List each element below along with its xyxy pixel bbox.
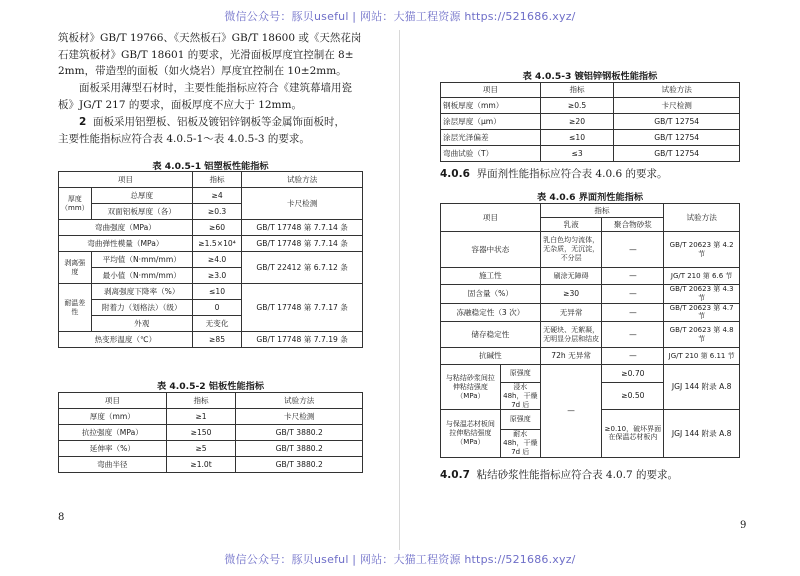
table-row: 涂层光泽偏差 ≤10 GB/T 12754 (441, 130, 740, 146)
col-header-method: 试验方法 (236, 393, 363, 409)
table3-caption: 表 4.0.5-3 镀铝锌钢板性能指标 (522, 71, 658, 82)
table-row: 固含量（%） ≥30 — GB/T 20623 第 4.3 节 (441, 285, 740, 304)
watermark-bottom: 微信公众号：豚贝useful | 网站：大猫工程资源 https://521686.xyz/ (224, 553, 576, 566)
col-header-emulsion: 乳液 (540, 218, 602, 232)
table-row: 延伸率（%） ≥5 GB/T 3880.2 (59, 441, 363, 457)
col-header-item: 项目 (441, 204, 541, 232)
paragraph-thin-stone: 面板采用薄型石材时，主要性能指标应符合《建筑幕墙用瓷 板》JG/T 217 的要求，面板厚度不应大于 12mm。 (58, 82, 352, 111)
section-4-0-7: 4.0.7 粘结砂浆性能指标应符合表 4.0.7 的要求。 (440, 469, 678, 481)
table-row: 抗拉强度（MPa） ≥150 GB/T 3880.2 (59, 425, 363, 441)
col-header-powder: 聚合物砂浆 (602, 218, 664, 232)
table-row: 浸水 48h，干燥 7d 后 ≥0.50 (441, 383, 740, 410)
table-row: 与粘结砂浆间拉伸粘结强度（MPa） 原强度 — ≥0.70 JGJ 144 附录 A.8 (441, 365, 740, 383)
table2-caption: 表 4.0.5-2 铝板性能指标 (156, 381, 265, 392)
row-label: 平均值（N·mm/mm） (91, 252, 192, 268)
table-row: 厚度（mm） ≥1 卡尺检测 (59, 409, 363, 425)
row-label: 弯曲强度（MPa） (59, 220, 193, 236)
col-header-method: 试验方法 (614, 83, 740, 98)
cell-method: GB/T 17748 第 7.7.17 条 (242, 284, 363, 332)
item-number: 2 (79, 116, 87, 128)
row-label: 总厚度 (91, 188, 192, 204)
table-aluminium-plastic (58, 171, 363, 348)
table-row: 抗碱性 72h 无异常 — JG/T 210 第 6.11 节 (441, 348, 740, 365)
row-label: 双面铝板厚度（各） (91, 204, 192, 220)
col-header-item: 项目 (441, 83, 541, 98)
cell-method: GB/T 17748 第 7.7.19 条 (242, 332, 363, 348)
cell-method: GB/T 17748 第 7.7.14 条 (242, 220, 363, 236)
cell-value: ≥60 (192, 220, 242, 236)
row-label: 弯曲弹性模量（MPa） (59, 236, 193, 252)
cell-method: GB/T 22412 第 6.7.12 条 (242, 252, 363, 284)
cell-value: ≤10 (192, 284, 242, 300)
watermark-top: 微信公众号：豚贝useful | 网站：大猫工程资源 https://521686.xyz/ (224, 10, 576, 23)
cell-value: ≥0.3 (192, 204, 242, 220)
table-row: 弯曲半径 ≥1.0t GB/T 3880.2 (59, 457, 363, 473)
col-header-item: 项目 (59, 172, 193, 188)
table-interface-agent (440, 203, 740, 458)
cell-value: ≥85 (192, 332, 242, 348)
col-header-index: 指标 (166, 393, 236, 409)
cell-value: ≥1.5×10⁴ (192, 236, 242, 252)
section-number: 4.0.6 (440, 168, 470, 180)
table-row: 弯曲试验（T） ≤3 GB/T 12754 (441, 146, 740, 162)
cell-method: GB/T 17748 第 7.7.14 条 (242, 236, 363, 252)
cell-value: ≥4 (192, 188, 242, 204)
col-header-method: 试验方法 (242, 172, 363, 188)
right-page (400, 0, 800, 576)
cell-value: ≥3.0 (192, 268, 242, 284)
cell-value: 无变化 (192, 316, 242, 332)
row-label: 附着力（划格法）（级） (91, 300, 192, 316)
paragraph-stone-board: 筑板材》GB/T 19766、《天然板石》GB/T 18600 或《天然花岗 石建筑板材》GB/T 18601 的要求，光滑面板厚度宜控制在 8± 2mm，带造型的面板（如火烧岩）厚度宜控制在 10±2mm。 (58, 32, 362, 77)
page-number-right: 9 (740, 520, 747, 531)
group-thickness: 厚度（mm） (59, 188, 92, 220)
table-row: 耐水 48h，干燥 7d 后 (441, 430, 740, 457)
table1-caption: 表 4.0.5-1 铝塑板性能指标 (152, 161, 269, 172)
col-header-index: 指标 (192, 172, 242, 188)
table-row: 涂层厚度（μm） ≥20 GB/T 12754 (441, 114, 740, 130)
col-header-index: 指标 (540, 204, 664, 218)
paragraph-metal-panel: 2 面板采用铝塑板、铝板及镀铝锌钢板等金属饰面板时， 主要性能指标应符合表 4.0.5-1～表 4.0.5-3 的要求。 (58, 116, 345, 145)
table-row: 冻融稳定性（3 次） 无异常 — GB/T 20623 第 4.7 节 (441, 303, 740, 322)
section-number: 4.0.7 (440, 469, 470, 481)
col-header-item: 项目 (59, 393, 167, 409)
row-label: 外观 (91, 316, 192, 332)
cell-method: 卡尺检测 (242, 188, 363, 220)
col-header-index: 指标 (540, 83, 614, 98)
page-number-left: 8 (58, 512, 65, 523)
group-heat: 耐温差性 (59, 284, 92, 332)
cell-value: ≥4.0 (192, 252, 242, 268)
cell-value: 0 (192, 300, 242, 316)
row-label: 最小值（N·mm/mm） (91, 268, 192, 284)
row-label: 热变形温度（℃） (59, 332, 193, 348)
table-row: 施工性 刷涂无障碍 — JG/T 210 第 6.6 节 (441, 268, 740, 285)
table-galvalume (440, 82, 740, 162)
table-aluminium (58, 392, 363, 473)
section-4-0-6: 4.0.6 界面剂性能指标应符合表 4.0.6 的要求。 (440, 168, 668, 180)
table-row: 容器中状态 乳白色均匀流体，无杂质，无沉淀，不分层 — GB/T 20623 第 4.2 节 (441, 232, 740, 268)
col-header-method: 试验方法 (664, 204, 740, 232)
table-row: 与保温芯材板间拉伸粘结强度（MPa） 原强度 ≥0.10，破坏界面在保温芯材板内 JGJ 144 附录 A.8 (441, 410, 740, 430)
group-peel: 剥离强度 (59, 252, 92, 284)
table4-caption: 表 4.0.6 界面剂性能指标 (536, 192, 644, 203)
table-row: 钢板厚度（mm） ≥0.5 卡尺检测 (441, 98, 740, 114)
row-label: 剥离强度下降率（%） (91, 284, 192, 300)
table-row: 储存稳定性 无硬块、无絮凝，无明显分层和结皮 — GB/T 20623 第 4.8 节 (441, 322, 740, 348)
